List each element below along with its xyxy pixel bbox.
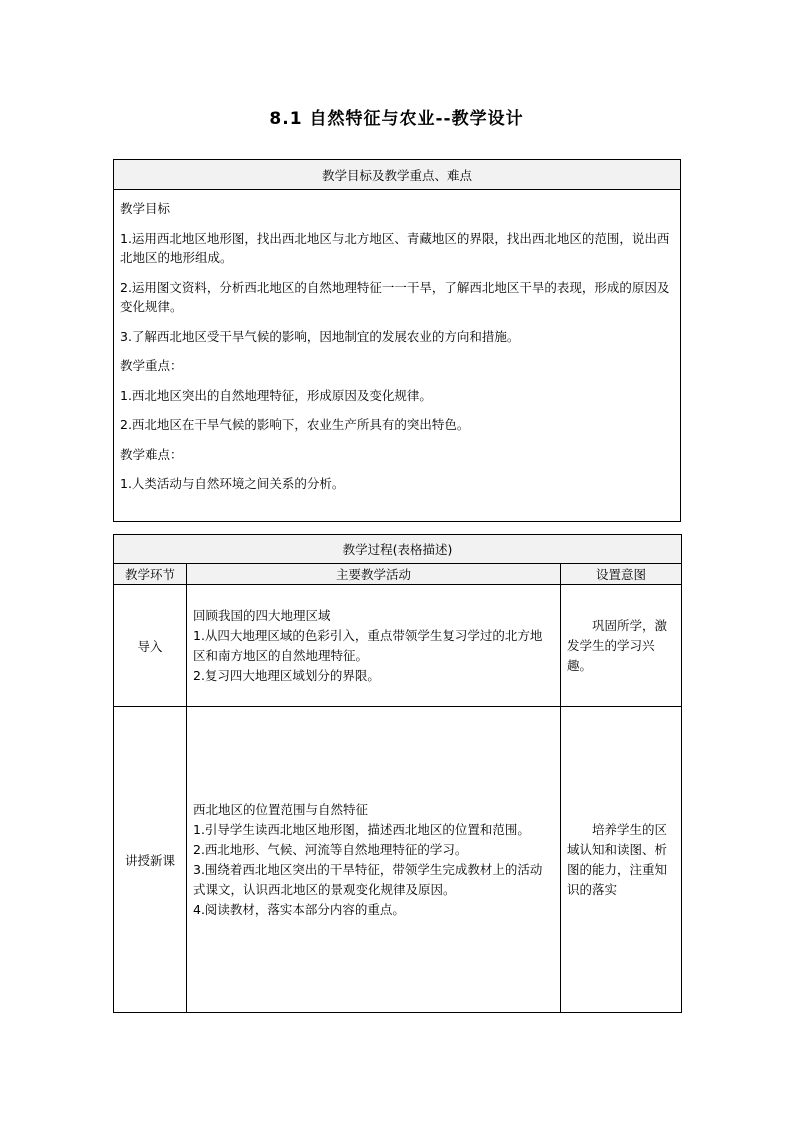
goals-table [113,159,681,522]
goals-line: 1.运用西北地区地形图，找出西北地区与北方地区、青藏地区的界限，找出西北地区的范围，说出西北地区的地形组成。 [120,230,670,265]
activity-line: 1.从四大地理区域的色彩引入，重点带领学生复习学过的北方地区和南方地区的自然地理特征。 [193,627,543,663]
goals-line: 2.运用图文资料，分析西北地区的自然地理特征一一干旱，了解西北地区干旱的表现，形成的原因及变化规律。 [120,279,670,314]
intent-text: 巩固所学，激发学生的学习兴趣。 [567,617,668,673]
activities-cell [187,585,561,707]
goals-table-header: 教学目标及教学重点、难点 [114,160,681,190]
column-header-stage: 教学环节 [114,564,187,585]
intent-text: 培养学生的区域认知和读图、析图的能力，注重知识的落实 [567,821,668,897]
column-header-activities: 主要教学活动 [187,564,561,585]
goals-line: 1.人类活动与自然环境之间关系的分析。 [120,476,345,491]
process-table-header: 教学过程(表格描述) [114,535,682,564]
column-header-intent: 设置意图 [561,564,682,585]
process-table [113,534,682,1013]
activity-line: 1.引导学生读西北地区地形图，描述西北地区的位置和范围。 [193,821,530,837]
goals-line: 2.西北地区在干旱气候的影响下，农业生产所具有的突出特色。 [120,417,470,432]
goals-line: 教学目标 [120,201,171,216]
activity-line: 3.围绕着西北地区突出的干旱特征，带领学生完成教材上的活动式课文，认识西北地区的景观变化规律及原因。 [193,861,543,897]
goals-table-body [114,190,681,522]
table-row [114,585,682,707]
activity-line: 回顾我国的四大地理区域 [193,607,331,623]
stage-cell: 讲授新课 [114,707,187,1013]
document-title: 8.1 自然特征与农业--教学设计 [269,109,524,129]
intent-cell [561,585,682,707]
activity-line: 2.复习四大地理区域划分的界限。 [193,667,380,683]
stage-cell: 导入 [114,585,187,707]
goals-line: 教学难点： [120,446,183,462]
intent-cell [561,707,682,1013]
activity-line: 西北地区的位置范围与自然特征 [193,801,369,817]
activity-line: 2.西北地形、气候、河流等自然地理特征的学习。 [193,841,468,857]
goals-line: 1.西北地区突出的自然地理特征，形成原因及变化规律。 [120,387,432,403]
table-row [114,707,682,1013]
activity-line: 4.阅读教材，落实本部分内容的重点。 [193,901,405,917]
goals-line: 教学重点： [120,358,183,373]
goals-line: 3.了解西北地区受干旱气候的影响，因地制宜的发展农业的方向和措施。 [120,328,520,344]
activities-cell [187,707,561,1013]
